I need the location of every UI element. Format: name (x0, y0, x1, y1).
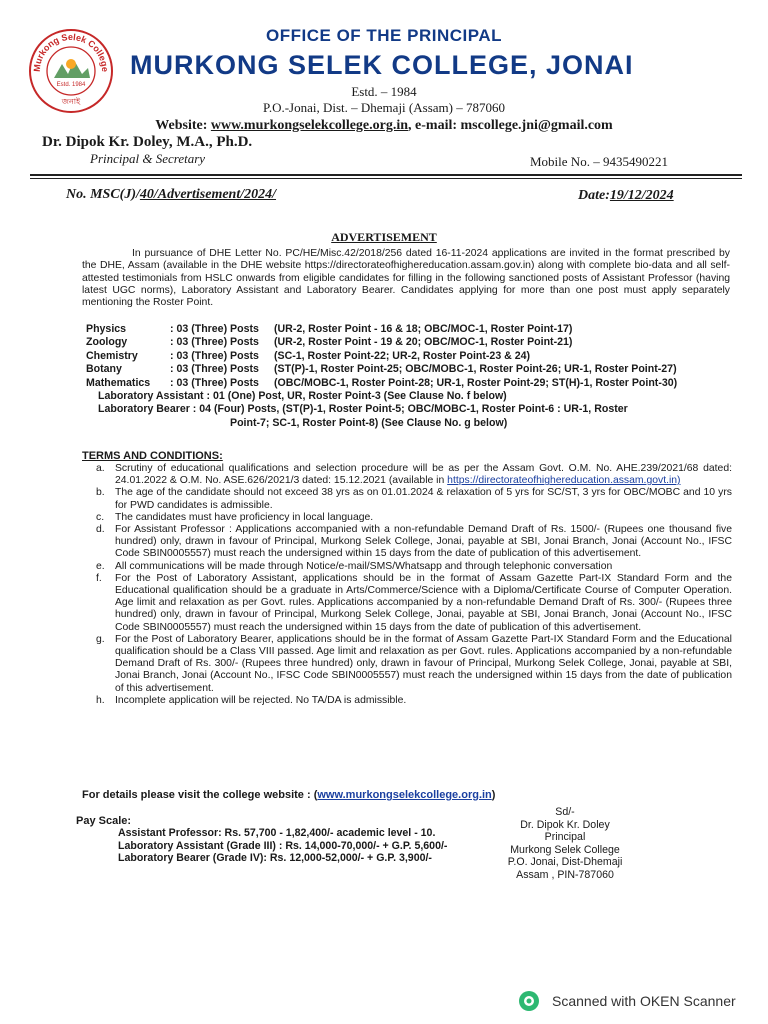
signature-line: Assam , PIN-787060 (516, 868, 614, 881)
post-row (86, 377, 736, 390)
lab-bearer-post-cont: Point-7; SC-1, Roster Point-8) (See Clause No. g below) (230, 416, 508, 429)
clause-text: For Assistant Professor : Applications accompanied with a non-refundable Demand Draft of Rs. 1500/- (Rupees one thousand five hundred) only, drawn in favour of Principal, Murkong Selek College, Jonai, payable at SBI, Jonai Branch, Jonai (Account No., IFSC Code SBIN0005557) must reach the undersigned within 15 days from the date of publication of this advertisement. (115, 524, 732, 560)
estd-line: Estd. – 1984 (351, 84, 417, 99)
clause-text: The age of the candidate should not exceed 38 yrs as on 01.01.2024 & relaxation of 5 yrs for SC/ST, 3 yrs for OBC/MOBC and 10 yrs for PWD candidates is admissible. (115, 487, 732, 511)
svg-text:Estd. 1984: Estd. 1984 (56, 82, 86, 88)
mobile-number: Mobile No. – 9435490221 (530, 154, 668, 169)
clause-e (96, 561, 732, 573)
post-roster: (UR-2, Roster Point - 16 & 18; OBC/MOC-1, Roster Point-17) (274, 323, 573, 335)
reference-number (66, 187, 276, 203)
header-divider-thin (30, 178, 742, 179)
clause-letter: b. (96, 487, 105, 499)
clause-letter: d. (96, 524, 105, 536)
principal-title: Principal & Secretary (90, 151, 206, 166)
pay-line: Laboratory Assistant (Grade III) : Rs. 14,000-70,000/- + G.P. 5,600/- (118, 839, 448, 852)
website-link[interactable]: www.murkongselekcollege.org.in (210, 118, 409, 133)
post-row (86, 350, 736, 363)
terms-list (96, 463, 732, 707)
pay-scale-heading: Pay Scale: (76, 815, 132, 827)
post-roster: (OBC/MOBC-1, Roster Point-28; UR-1, Roster Point-29; ST(H)-1, Roster Point-30) (274, 376, 678, 389)
clause-text: All communications will be made through Notice/e-mail/SMS/Whatsapp and through telephonic conversation (115, 560, 613, 572)
post-subject: Zoology (86, 336, 128, 349)
posts-list (86, 323, 736, 430)
post-subject: Physics (86, 323, 127, 335)
advertisement-paragraph (82, 248, 730, 309)
details-close: ) (491, 789, 496, 801)
clause-letter: g. (96, 633, 105, 645)
ref-number: 40/Advertisement/2024/ (139, 187, 277, 202)
post-count: : 03 (Three) Posts (170, 376, 259, 389)
signature-line: Murkong Selek College (510, 843, 620, 856)
post-subject: Botany (86, 363, 122, 376)
post-roster: (ST(P)-1, Roster Point-25; OBC/MOBC-1, Roster Point-26; UR-1, Roster Point-27) (274, 363, 677, 376)
post-roster: (SC-1, Roster Point-22; UR-2, Roster Point-23 & 24) (274, 349, 531, 362)
post-roster: (UR-2, Roster Point - 19 & 20; OBC/MOC-1, Roster Point-21) (274, 336, 573, 349)
pay-line: Assistant Professor: Rs. 57,700 - 1,82,400/- academic level - 10. (118, 827, 436, 839)
ref-prefix: No. MSC(J)/ (66, 187, 140, 202)
post-count: : 03 (Three) Posts (170, 323, 259, 335)
dhe-website-link[interactable]: https://directorateofhighereducation.assam.govt.in) (447, 475, 681, 487)
intro-paragraph: In pursuance of DHE Letter No. PC/HE/Misc.42/2018/256 dated 16-11-2024 applications are invited in the format prescribed by the DHE, Assam (available in the DHE website https://directorateofhighereducation.assam.gov.in) along with complete bio-data and all self- attested testimonials from HSLC onwards from eligible candidates for filling in the following sanctioned posts of Assistant Professor (having latest UGC norms), Laboratory Assistant and Laboratory Bearer. Candidates applying for more than one post must apply separately mentioning the Roster Point. (82, 248, 730, 309)
advertisement-heading: ADVERTISEMENT (331, 230, 437, 244)
terms-heading: TERMS AND CONDITIONS: (82, 450, 223, 462)
signature-line: Dr. Dipok Kr. Doley (520, 818, 610, 831)
scanner-text: Scanned with OKEN Scanner (552, 993, 736, 1009)
post-row (86, 336, 736, 349)
signature-block (470, 806, 660, 882)
clause-letter: c. (96, 511, 105, 523)
clause-text: For the Post of Laboratory Assistant, applications should be in the format of Assam Gazette Part-IX Standard Form and the Educational qualification should be a graduate in Arts/Commerce/Science with a Diploma/Certificate Course of Computer Operation. Age limit and relaxation as per Govt. rules. Applications accompanied by a non-refundable Demand Draft of Rs. 300/- (Rupees three hundred) only, drawn in favour of Principal, Murkong Selek College, Jonai, payable at SBI, Jonai Branch, Jonai (Account No., IFSC Code SBIN0005557) must reach the undersigned within 15 days from the date of publication of this advertisement. (115, 572, 732, 633)
clause-c (96, 512, 732, 524)
clause-text: For the Post of Laboratory Bearer, applications should be in the format of Assam Gazette Part-IX Standard Form and the Educational qualification should be a Class VIII passed. Age limit and relaxation as per Govt. rules. Applications accompanied by a non-refundable Demand Draft of Rs. 300/- (Rupees three hundred) only, drawn in favour of Principal, Murkong Selek College, Jonai, payable at SBI, Jonai Branch, Jonai (Account No., IFSC Code SBIN0005557) must reach the undersigned within 15 days from the date of publication of this advertisement. (115, 633, 732, 694)
email-text: , e-mail: mscollege.jni@gmail.com (408, 118, 613, 133)
website-line (0, 118, 768, 134)
details-line (82, 789, 495, 801)
address-line: P.O.-Jonai, Dist. – Dhemaji (Assam) – 787060 (263, 100, 505, 115)
clause-h (96, 695, 732, 707)
lab-assistant-post: Laboratory Assistant : 01 (One) Post, UR, Roster Point-3 (See Clause No. f below) (98, 389, 507, 402)
college-website-link[interactable]: www.murkongselekcollege.org.in (317, 789, 492, 801)
clause-text: The candidates must have proficiency in local language. (115, 511, 374, 523)
svg-text:Murkong Selek College: Murkong Selek College (31, 31, 111, 73)
post-count: : 03 (Three) Posts (170, 336, 259, 349)
clause-d (96, 524, 732, 561)
clause-f (96, 573, 732, 634)
details-text: For details please visit the college website : ( (82, 789, 318, 801)
principal-name: Dr. Dipok Kr. Doley, M.A., Ph.D. (42, 134, 253, 150)
clause-g (96, 634, 732, 695)
college-name: MURKONG SELEK COLLEGE, JONAI (130, 50, 634, 80)
post-count: : 03 (Three) Posts (170, 349, 259, 362)
lab-bearer-post: Laboratory Bearer : 04 (Four) Posts, (ST(P)-1, Roster Point-5; OBC/MOBC-1, Roster Point-6 : UR-1, Roster (98, 403, 628, 416)
signature-line: P.O. Jonai, Dist-Dhemaji (507, 856, 623, 869)
date-value: 19/12/2024 (609, 188, 674, 203)
date-label: Date: (578, 188, 610, 203)
signature-line: Sd/- (555, 806, 575, 818)
clause-letter: e. (96, 560, 105, 572)
post-row (86, 323, 736, 336)
office-title: OFFICE OF THE PRINCIPAL (266, 26, 502, 45)
clause-text: Incomplete application will be rejected. No TA/DA is admissible. (115, 694, 407, 706)
scanner-watermark (518, 990, 736, 1012)
letter-date (578, 188, 674, 204)
clause-letter: a. (96, 463, 105, 474)
scanner-logo-icon (518, 990, 540, 1012)
post-row (86, 363, 736, 376)
clause-b (96, 487, 732, 511)
clause-a (96, 463, 732, 487)
signature-line: Principal (544, 831, 586, 844)
website-label: Website: (155, 118, 211, 133)
pay-scale-list (118, 827, 447, 865)
clause-letter: h. (96, 694, 105, 706)
post-count: : 03 (Three) Posts (170, 363, 259, 376)
pay-line: Laboratory Bearer (Grade IV): Rs. 12,000-52,000/- + G.P. 3,900/- (118, 852, 432, 865)
svg-text:জনাই: জনাই (61, 97, 81, 106)
post-subject: Mathematics (86, 376, 151, 389)
post-subject: Chemistry (86, 349, 138, 362)
clause-letter: f. (96, 572, 102, 584)
header-divider (30, 174, 742, 176)
clause-text: Scrutiny of educational qualifications and selection procedure will be as per the Assam Govt. O.M. No. AHE.239/2021/68 dated: 24.01.2022 & O.M. No. ASE.626/2021/3 dated: 15.12.2021 (available in (115, 463, 732, 487)
